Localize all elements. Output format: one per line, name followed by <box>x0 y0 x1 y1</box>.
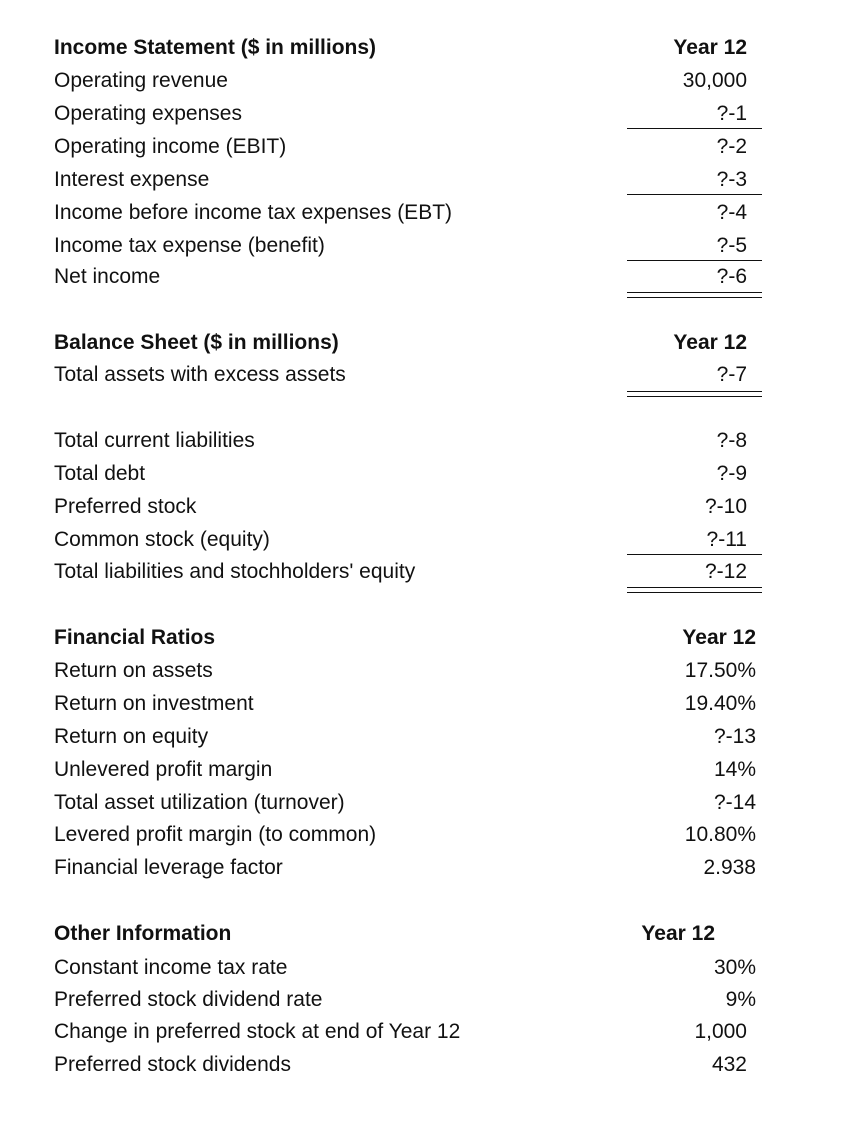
table-row <box>0 654 848 687</box>
row-value: 10.80% <box>684 823 756 846</box>
total-double-underline <box>627 297 762 298</box>
table-row <box>0 97 848 130</box>
row-value: ?-6 <box>716 265 747 288</box>
row-label: Total current liabilities <box>54 429 255 452</box>
table-row <box>0 555 848 588</box>
row-label: Levered profit margin (to common) <box>54 823 377 846</box>
row-label: Net income <box>54 265 161 288</box>
row-label: Income tax expense (benefit) <box>54 234 325 257</box>
row-label: Common stock (equity) <box>54 528 270 551</box>
row-value: ?-3 <box>716 168 747 191</box>
row-value: 432 <box>711 1053 747 1076</box>
row-value: 17.50% <box>684 659 756 682</box>
balance-sheet-year-header: Year 12 <box>673 331 747 354</box>
table-row <box>0 130 848 163</box>
table-row <box>0 818 848 851</box>
row-value: 9% <box>725 988 756 1011</box>
row-label: Financial leverage factor <box>54 856 283 879</box>
balance-sheet-title: Balance Sheet ($ in millions) <box>54 331 339 354</box>
financial-ratios-title: Financial Ratios <box>54 626 216 649</box>
row-label: Preferred stock <box>54 495 197 518</box>
row-value: ?-11 <box>706 528 747 551</box>
row-label: Operating revenue <box>54 69 228 92</box>
table-row <box>0 1015 848 1048</box>
row-value: 1,000 <box>694 1020 747 1043</box>
row-value: ?-5 <box>716 234 747 257</box>
row-value: ?-4 <box>716 201 747 224</box>
income-statement-year-header: Year 12 <box>673 36 747 59</box>
row-label: Return on investment <box>54 692 254 715</box>
table-row <box>0 64 848 97</box>
subtotal-underline <box>627 128 762 129</box>
row-value: 2.938 <box>703 856 756 879</box>
row-value: ?-13 <box>713 725 756 748</box>
total-double-underline <box>627 292 762 293</box>
total-double-underline <box>627 391 762 392</box>
row-label: Return on assets <box>54 659 213 682</box>
row-value: 14% <box>713 758 756 781</box>
row-label: Income before income tax expenses (EBT) <box>54 201 453 224</box>
table-row <box>0 424 848 457</box>
row-label: Change in preferred stock at end of Year 12 <box>54 1020 461 1043</box>
row-label: Total asset utilization (turnover) <box>54 791 345 814</box>
other-information-header-row <box>0 917 848 950</box>
row-value: 30,000 <box>682 69 747 92</box>
row-label: Preferred stock dividend rate <box>54 988 323 1011</box>
table-row <box>0 786 848 819</box>
subtotal-underline <box>627 194 762 195</box>
table-row <box>0 229 848 262</box>
total-double-underline <box>627 587 762 588</box>
row-value: ?-2 <box>716 135 747 158</box>
table-row <box>0 358 848 391</box>
row-label: Return on equity <box>54 725 209 748</box>
table-row <box>0 196 848 229</box>
table-row <box>0 687 848 720</box>
row-value: 19.40% <box>684 692 756 715</box>
row-value: 30% <box>713 956 756 979</box>
table-row <box>0 490 848 523</box>
table-row <box>0 163 848 196</box>
income-statement-header-row <box>0 31 848 64</box>
other-information-year-header: Year 12 <box>641 922 715 945</box>
row-label: Constant income tax rate <box>54 956 288 979</box>
income-statement-title: Income Statement ($ in millions) <box>54 36 377 59</box>
row-label: Operating expenses <box>54 102 242 125</box>
table-row <box>0 260 848 293</box>
row-label: Preferred stock dividends <box>54 1053 291 1076</box>
total-double-underline <box>627 592 762 593</box>
row-value: ?-7 <box>716 363 747 386</box>
balance-sheet-header-row <box>0 326 848 359</box>
total-double-underline <box>627 396 762 397</box>
financial-ratios-header-row <box>0 621 848 654</box>
row-label: Unlevered profit margin <box>54 758 273 781</box>
table-row <box>0 851 848 884</box>
table-row <box>0 753 848 786</box>
table-row <box>0 523 848 556</box>
row-value: ?-14 <box>713 791 756 814</box>
other-information-title: Other Information <box>54 922 232 945</box>
row-value: ?-1 <box>716 102 747 125</box>
row-label: Operating income (EBIT) <box>54 135 287 158</box>
table-row <box>0 720 848 753</box>
table-row <box>0 1048 848 1081</box>
row-label: Total liabilities and stochholders' equity <box>54 560 416 583</box>
table-row <box>0 457 848 490</box>
financial-ratios-year-header: Year 12 <box>682 626 756 649</box>
row-value: ?-12 <box>704 560 747 583</box>
row-label: Total assets with excess assets <box>54 363 346 386</box>
table-row <box>0 951 848 984</box>
row-value: ?-9 <box>716 462 747 485</box>
table-row <box>0 983 848 1016</box>
row-label: Total debt <box>54 462 146 485</box>
row-value: ?-8 <box>716 429 747 452</box>
row-value: ?-10 <box>704 495 747 518</box>
row-label: Interest expense <box>54 168 210 191</box>
